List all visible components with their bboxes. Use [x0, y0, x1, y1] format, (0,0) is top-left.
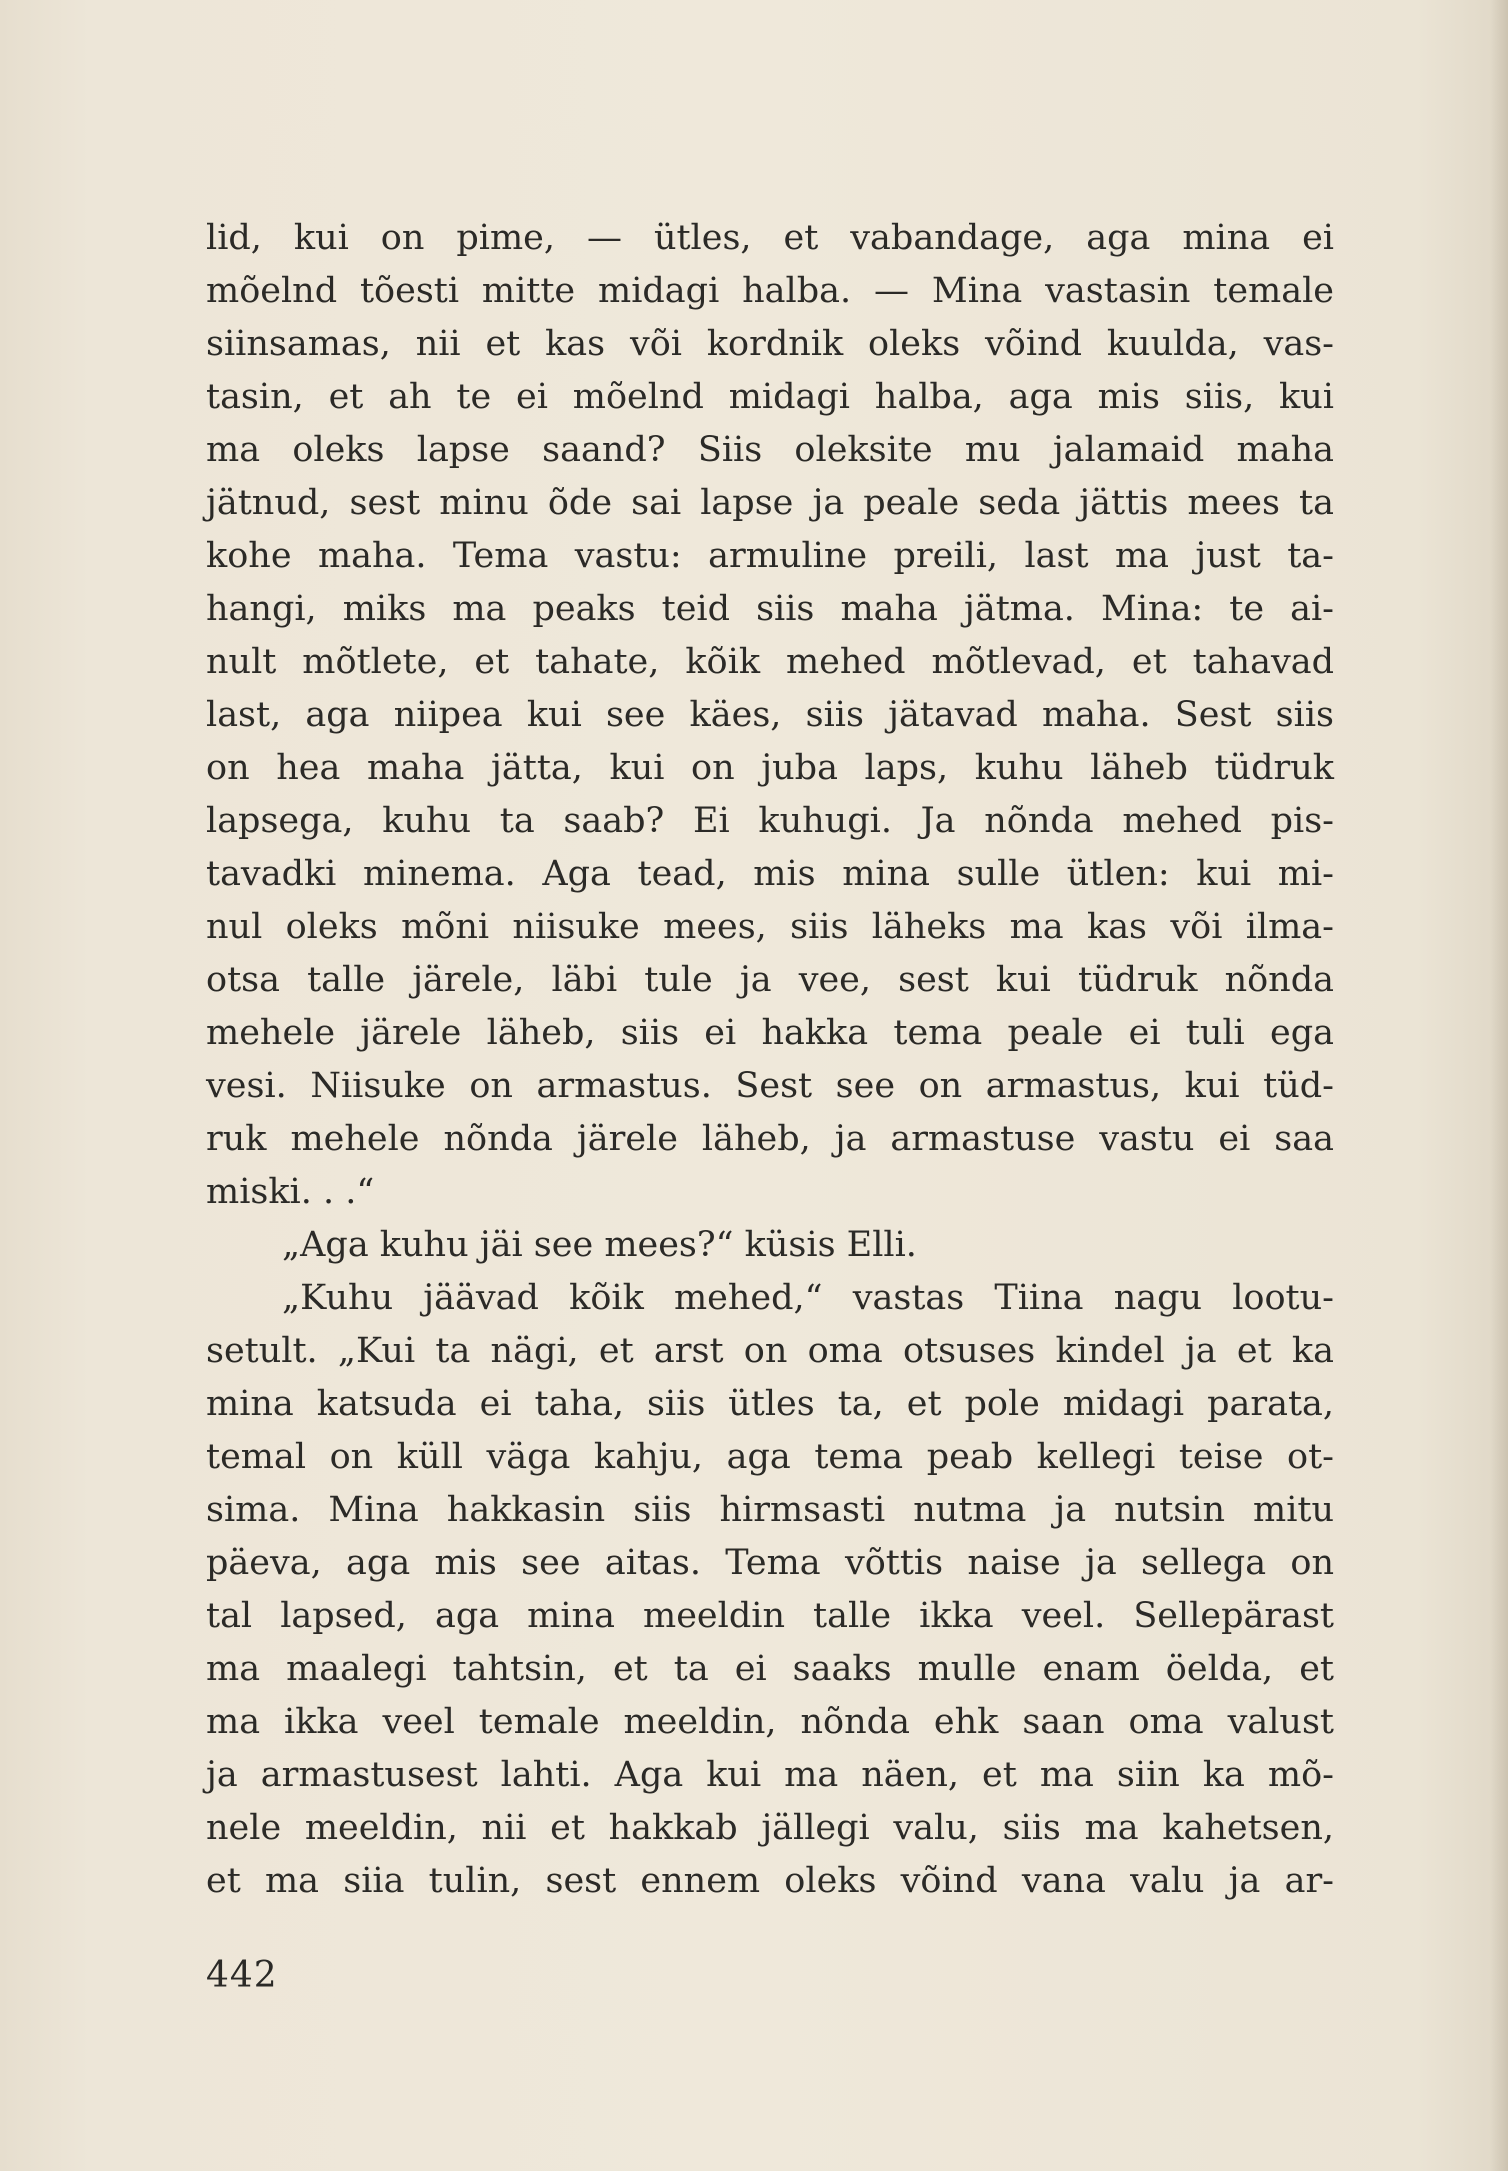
text-line: mina katsuda ei taha, siis ütles ta, et pole midagi parata, — [206, 1384, 1334, 1424]
text-line: lapsega, kuhu ta saab? Ei kuhugi. Ja nõnda mehed pis- — [206, 801, 1334, 841]
body-text — [206, 212, 1334, 1908]
page-number: 442 — [206, 1955, 278, 1996]
text-line: tavadki minema. Aga tead, mis mina sulle ütlen: kui mi- — [206, 854, 1334, 894]
text-line: ruk mehele nõnda järele läheb, ja armastuse vastu ei saa — [206, 1119, 1334, 1159]
text-line: last, aga niipea kui see käes, siis jätavad maha. Sest siis — [206, 695, 1334, 735]
text-line: ma ikka veel temale meeldin, nõnda ehk saan oma valust — [206, 1702, 1334, 1742]
text-line: jätnud, sest minu õde sai lapse ja peale seda jättis mees ta — [206, 483, 1334, 523]
text-line: nult mõtlete, et tahate, kõik mehed mõtlevad, et tahavad — [206, 642, 1334, 682]
text-line: sima. Mina hakkasin siis hirmsasti nutma ja nutsin mitu — [206, 1490, 1334, 1530]
text-line: tal lapsed, aga mina meeldin talle ikka veel. Sellepärast — [206, 1596, 1334, 1636]
text-line: nele meeldin, nii et hakkab jällegi valu, siis ma kahetsen, — [206, 1808, 1334, 1848]
text-line: ja armastusest lahti. Aga kui ma näen, et ma siin ka mõ- — [206, 1755, 1334, 1795]
text-line: mõelnd tõesti mitte midagi halba. — Mina vastasin temale — [206, 271, 1334, 311]
text-line: „Aga kuhu jäi see mees?“ küsis Elli. — [282, 1225, 917, 1265]
text-line: mehele järele läheb, siis ei hakka tema peale ei tuli ega — [206, 1013, 1334, 1053]
text-line: nul oleks mõni niisuke mees, siis läheks ma kas või ilma- — [206, 907, 1334, 947]
text-line: lid, kui on pime, — ütles, et vabandage, aga mina ei — [206, 218, 1334, 258]
text-line: temal on küll väga kahju, aga tema peab kellegi teise ot- — [206, 1437, 1334, 1477]
text-line: ma maalegi tahtsin, et ta ei saaks mulle enam öelda, et — [206, 1649, 1334, 1689]
text-line: setult. „Kui ta nägi, et arst on oma otsuses kindel ja et ka — [206, 1331, 1334, 1371]
text-line: otsa talle järele, läbi tule ja vee, sest kui tüdruk nõnda — [206, 960, 1334, 1000]
text-line: siinsamas, nii et kas või kordnik oleks võind kuulda, vas- — [206, 324, 1334, 364]
text-line: vesi. Niisuke on armastus. Sest see on armastus, kui tüd- — [206, 1066, 1334, 1106]
text-line: miski. . .“ — [206, 1172, 375, 1212]
text-line: päeva, aga mis see aitas. Tema võttis naise ja sellega on — [206, 1543, 1334, 1583]
text-line: on hea maha jätta, kui on juba laps, kuhu läheb tüdruk — [206, 748, 1334, 788]
page-edge-shadow — [1490, 0, 1508, 2171]
text-line: kohe maha. Tema vastu: armuline preili, last ma just ta- — [206, 536, 1334, 576]
text-line: et ma siia tulin, sest ennem oleks võind vana valu ja ar- — [206, 1861, 1334, 1901]
text-line: ma oleks lapse saand? Siis oleksite mu jalamaid maha — [206, 430, 1334, 470]
text-line: tasin, et ah te ei mõelnd midagi halba, aga mis siis, kui — [206, 377, 1334, 417]
text-line: „Kuhu jäävad kõik mehed,“ vastas Tiina nagu lootu- — [282, 1278, 1334, 1318]
text-line: hangi, miks ma peaks teid siis maha jätma. Mina: te ai- — [206, 589, 1334, 629]
